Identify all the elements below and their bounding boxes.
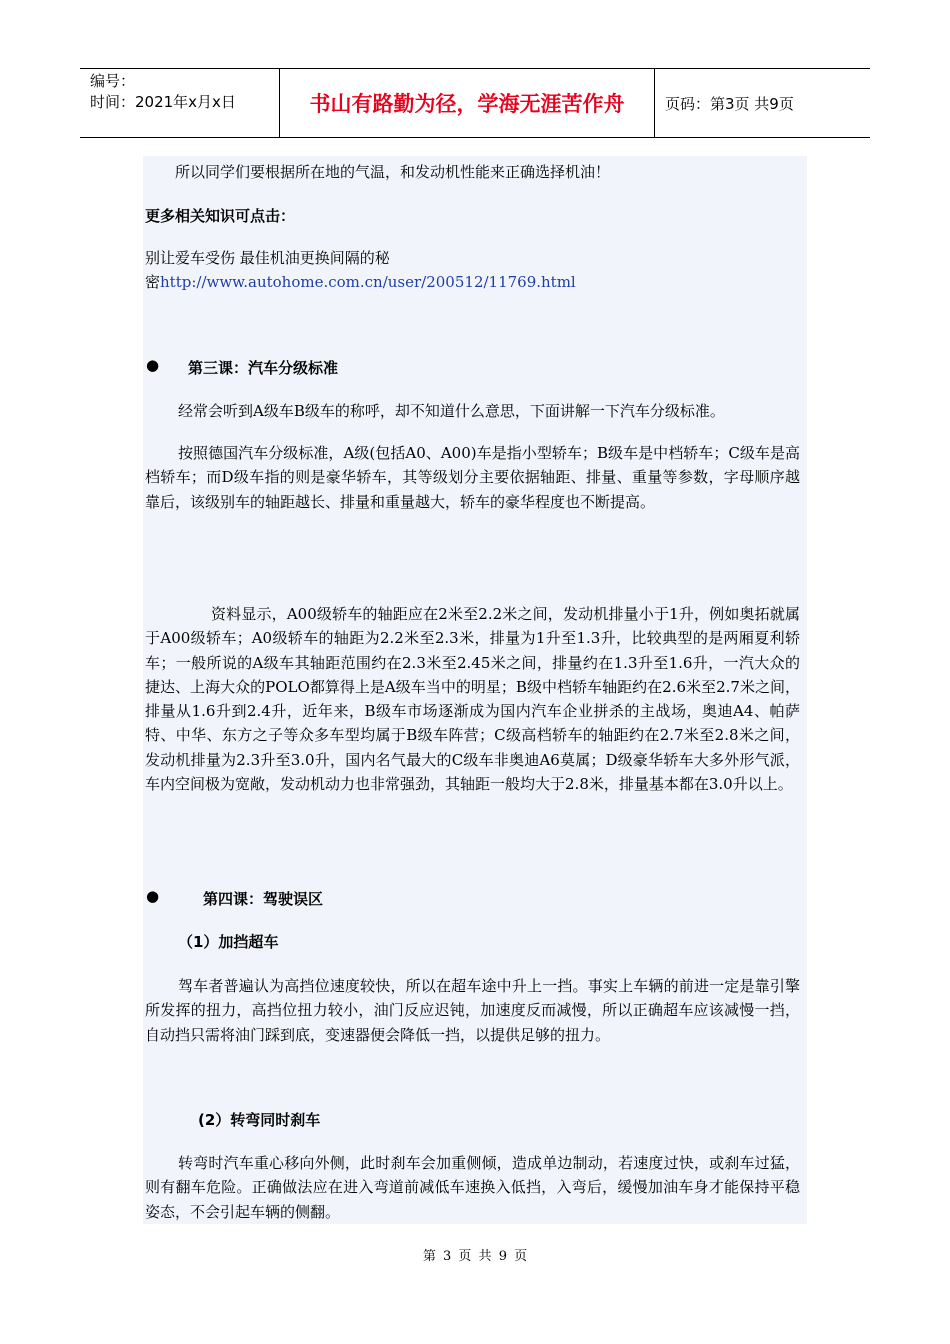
related-link-text bbox=[145, 246, 800, 295]
lesson4-title: 第四课：驾驶误区 bbox=[203, 890, 324, 908]
paragraph-german-standard: 按照德国汽车分级标准，A级(包括A0、A00)车是指小型轿车；B级车是中档轿车；C级车是高档轿车；而D级车指的则是豪华轿车，其等级划分主要依据轴距、排量、重量等参数，字母顺序越靠后，该级别车的轴距越长、排量和重量越大，轿车的豪华程度也不断提高。 bbox=[145, 444, 800, 511]
page-footer: 第 3 页 共 9 页 bbox=[422, 1249, 528, 1264]
bullet-icon: ● bbox=[146, 356, 160, 374]
header-page-info: 页码：第3页 共9页 bbox=[665, 94, 794, 113]
link-title-line1: 别让爱车受伤 最佳机油更换间隔的秘 bbox=[145, 249, 390, 267]
related-link-url[interactable]: http://www.autohome.com.cn/user/200512/11769.html bbox=[160, 273, 576, 292]
lesson3-title: 第三课：汽车分级标准 bbox=[188, 359, 339, 377]
link-title-line2: 密 bbox=[145, 273, 161, 292]
number-label: 编号： bbox=[90, 72, 136, 90]
document-body bbox=[143, 156, 807, 1224]
more-knowledge-title: 更多相关知识可点击： bbox=[145, 207, 296, 225]
bullet-icon: ● bbox=[146, 887, 160, 905]
paragraph-turn-brake: 转弯时汽车重心移向外侧，此时刹车会加重侧倾，造成单边制动，若速度过快，或刹车过猛，则有翻车危险。正确做法应在进入弯道前减低车速换入低挡，入弯后，缓慢加油车身才能保持平稳姿态，不会引起车辆的侧翻。 bbox=[145, 1154, 800, 1221]
time-label: 时间：2021年x月x日 bbox=[90, 93, 236, 111]
paragraph-oil-choice: 所以同学们要根据所在地的气温，和发动机性能来正确选择机油！ bbox=[175, 163, 611, 181]
header-motto: 书山有路勤为径，学海无涯苦作舟 bbox=[280, 69, 655, 137]
paragraph-grade-intro: 经常会听到A级车B级车的称呼，却不知道什么意思，下面讲解一下汽车分级标准。 bbox=[178, 402, 725, 420]
paragraph-overtake: 驾车者普遍认为高挡位速度较快，所以在超车途中升上一挡。事实上车辆的前进一定是靠引擎所发挥的扭力，高挡位扭力较小，油门反应迟钝，加速度反而减慢，所以正确超车应该减慢一挡，自动挡只需将油门踩到底，变速器便会降低一挡，以提供足够的扭力。 bbox=[145, 977, 800, 1044]
subsection-overtake-title: （1）加挡超车 bbox=[178, 933, 279, 951]
paragraph-wheelbase-data: 资料显示，A00级轿车的轴距应在2米至2.2米之间，发动机排量小于1升，例如奥拓就属于A00级轿车；A0级轿车的轴距为2.2米至2.3米，排量为1升至1.3升，比较典型的是两厢夏利轿车；一般所说的A级车其轴距范围约在2.3米至2.45米之间，排量约在1.3升至1.6升，一汽大众的捷达、上海大众的POLO都算得上是A级车当中的明星；B级中档轿车轴距约在2.6米至2.7米之间，排量从1.6升到2.4升，近年来，B级车市场逐渐成为国内汽车企业拼杀的主战场，奥迪A4、帕萨特、中华、东方之子等众多车型均属于B级车阵营；C级高档轿车的轴距约在2.7米至2.8米之间，发动机排量为2.3升至3.0升，国内名气最大的C级车非奥迪A6莫属；D级豪华轿车大多外形气派，车内空间极为宽敞，发动机动力也非常强劲，其轴距一般均大于2.8米，排量基本都在3.0升以上。 bbox=[145, 605, 800, 794]
page-header bbox=[80, 68, 870, 138]
header-meta bbox=[80, 69, 280, 137]
subsection-turn-brake-title: (2）转弯同时刹车 bbox=[198, 1111, 321, 1129]
